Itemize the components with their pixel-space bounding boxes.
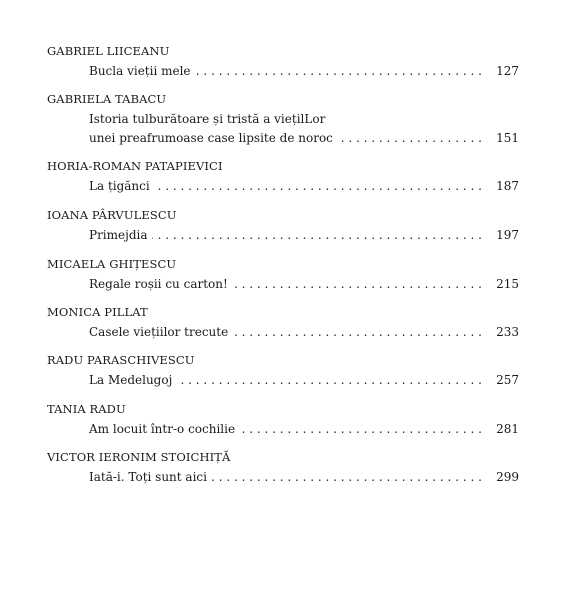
author-name: MONICA PILLAT [47,305,148,319]
author-name: TANIA RADU [47,402,126,416]
toc-line[interactable] [89,178,519,194]
author-name: VICTOR IERONIM STOICHIȚĂ [47,450,231,464]
chapter-title: . . . Am locuit într-o cochilie [89,421,239,437]
toc-line[interactable] [89,372,519,388]
toc-line[interactable] [89,469,519,485]
page-number: 299 [492,469,519,485]
page-number: 281 [492,421,519,437]
chapter-title: . . . Primejdia [89,227,152,243]
toc-line[interactable] [89,130,519,146]
toc-line[interactable] [89,421,519,437]
author-name: RADU PARASCHIVESCU [47,353,195,367]
author-name: HORIA-ROMAN PATAPIEVICI [47,159,223,173]
page-number: 257 [492,372,519,388]
chapter-title: . . . Casele viețiilor trecute [89,324,232,340]
chapter-title: . . . La țigănci [89,178,154,194]
page-number: 151 [492,130,519,146]
chapter-title-line-2: . . . unei preafrumoase case lipsite de noroc [89,130,337,146]
chapter-title: . . . Regale roșii cu carton! [89,276,232,292]
page-number: 215 [492,276,519,292]
page-number: 127 [492,63,519,79]
page-number: 197 [492,227,519,243]
chapter-title: . . . Iată-i. Toți sunt aici [89,469,211,485]
toc-line[interactable] [89,63,519,79]
page-number: 187 [492,178,519,194]
toc-line[interactable] [89,276,519,292]
toc-line[interactable] [89,227,519,243]
toc-line[interactable] [89,111,519,127]
author-name: IOANA PÂRVULESCU [47,208,177,222]
author-name: MICAELA GHIȚESCU [47,257,177,271]
page-number: 233 [492,324,519,340]
author-name: GABRIELA TABACU [47,92,167,106]
chapter-title: . . . La Medelugoj [89,372,176,388]
author-name: GABRIEL LIICEANU [47,44,170,58]
chapter-title-line-1: Istoria tulburătoare și tristă a viețilLor [89,111,329,127]
chapter-title: . . . Bucla vieții mele [89,63,195,79]
toc-line[interactable] [89,324,519,340]
